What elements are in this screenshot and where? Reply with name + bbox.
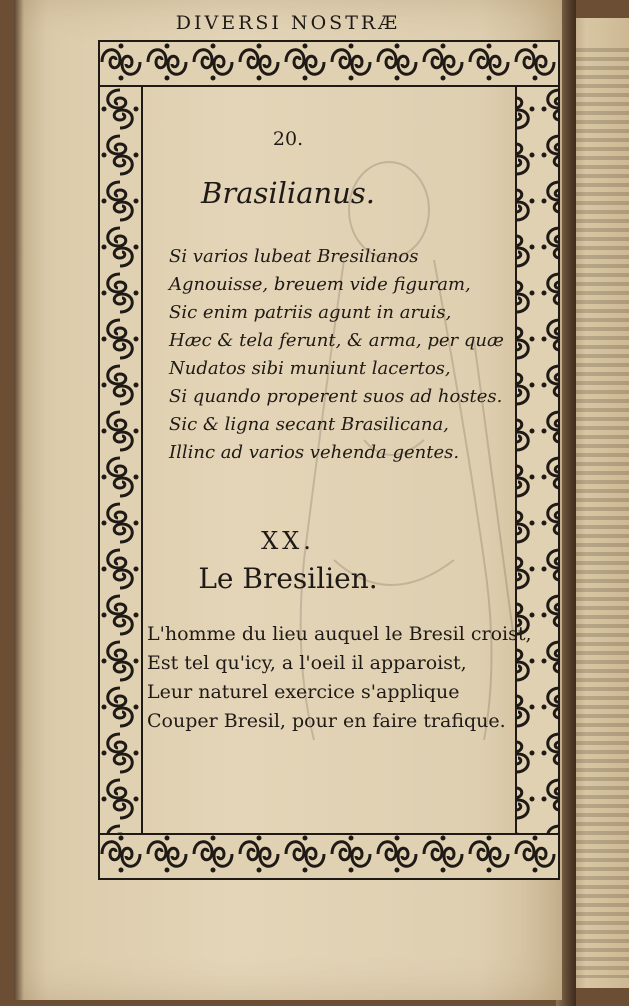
verse-line: Sic & ligna secant Brasilicana,	[169, 414, 449, 435]
adjacent-page-border	[574, 48, 629, 978]
french-title: Le Bresilien.	[198, 562, 378, 595]
latin-title: Brasilianus.	[201, 176, 375, 210]
verse-line: Leur naturel exercice s'applique	[147, 681, 460, 703]
verse-line: Hæc & tela ferunt, & arma, per quæ	[169, 330, 504, 351]
folio-number: 20.	[272, 128, 304, 150]
verse-line: Si varios lubeat Bresilianos	[169, 246, 419, 267]
verse-line: Nudatos sibi muniunt lacertos,	[169, 358, 451, 379]
page	[14, 0, 562, 1000]
latin-verse	[169, 243, 504, 467]
verse-line: Agnouisse, breuem vide figuram,	[169, 274, 471, 295]
verse-line: Illinc ad varios vehenda gentes.	[169, 442, 460, 463]
french-verse	[147, 620, 532, 736]
verse-line: Couper Bresil, pour en faire trafique.	[147, 710, 506, 732]
running-head: DIVERSI NOSTRÆ	[175, 12, 401, 34]
adjacent-page	[568, 18, 629, 988]
verse-line: Si quando properent suos ad hostes.	[169, 386, 503, 407]
verse-line: L'homme du lieu auquel le Bresil croist,	[147, 623, 532, 645]
verse-line: Sic enim patriis agunt in aruis,	[169, 302, 452, 323]
verse-line: Est tel qu'icy, a l'oeil il apparoist,	[147, 652, 467, 674]
plate-number: XX.	[261, 527, 315, 555]
